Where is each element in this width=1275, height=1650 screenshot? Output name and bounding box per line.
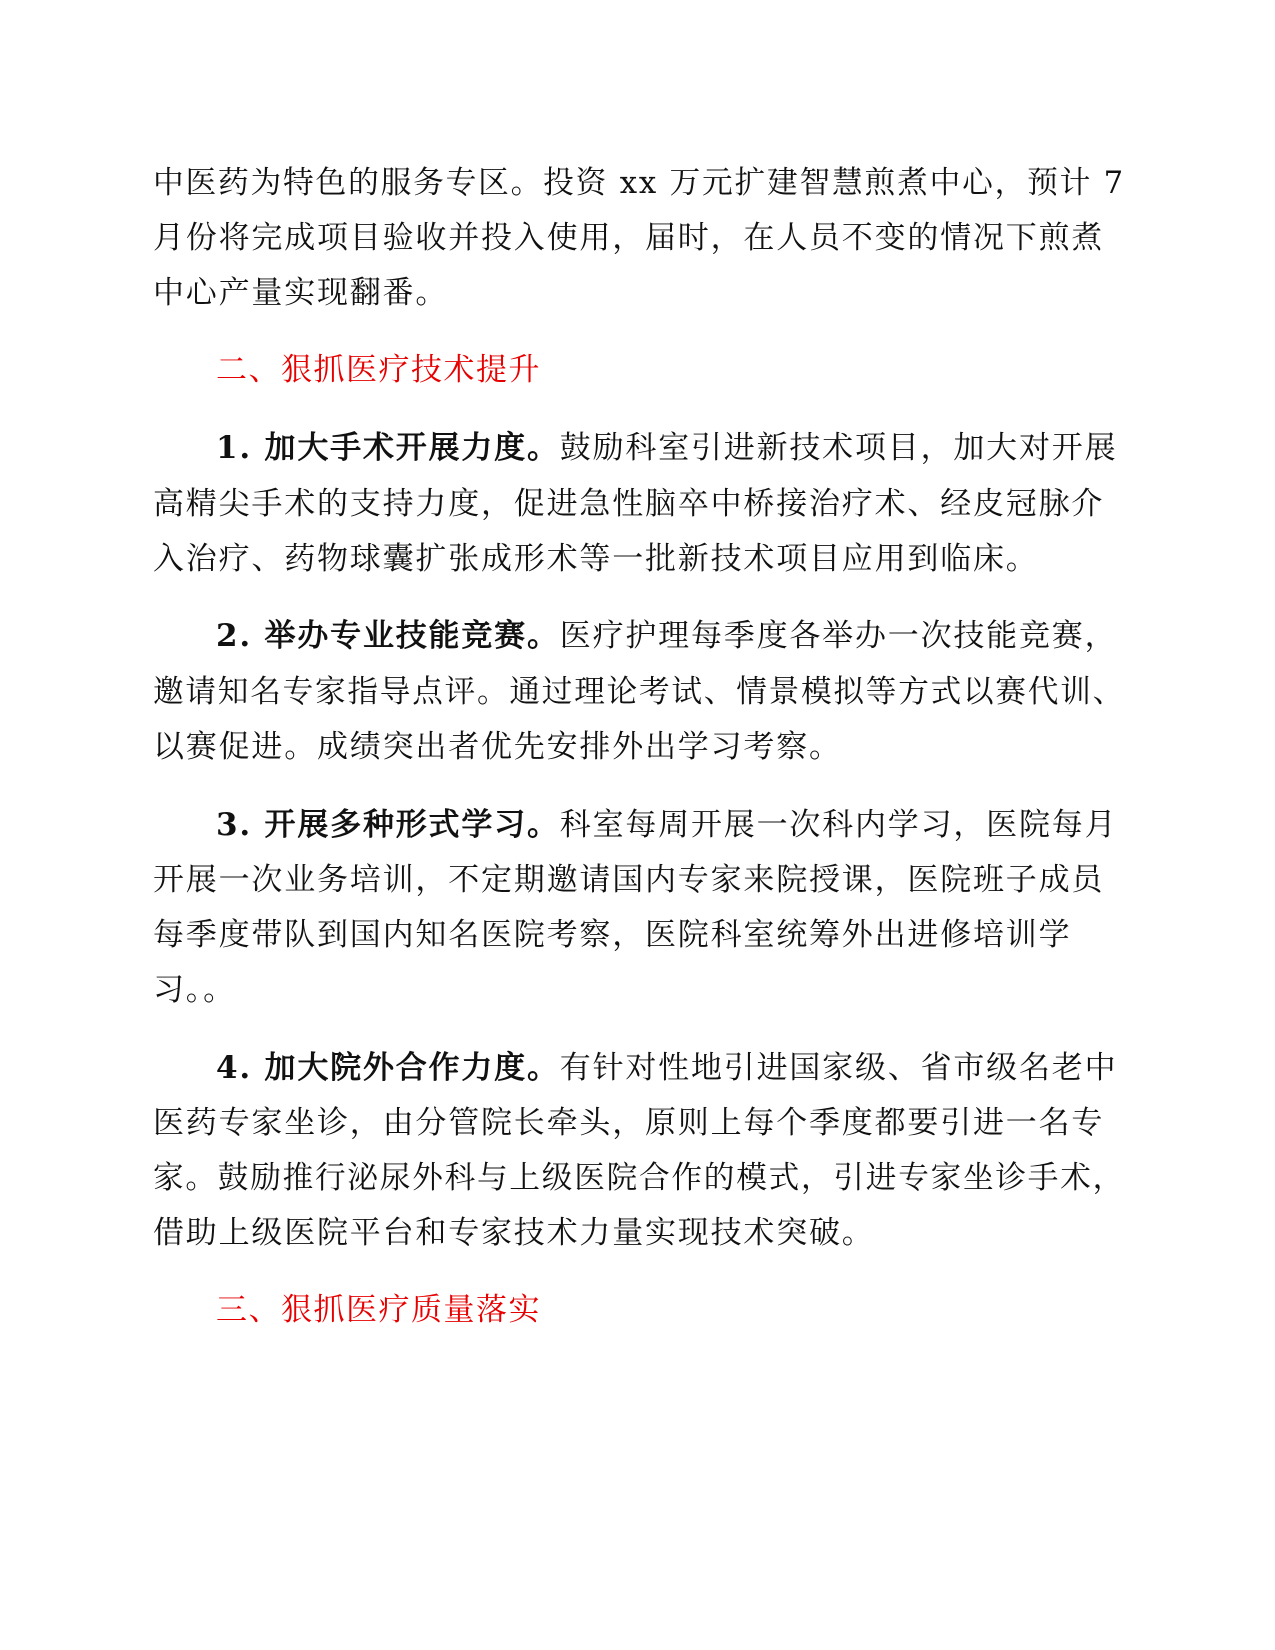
item-3-line-3: 每季度带队到国内知名医院考察，医院科室统筹外出进修培训学: [153, 917, 1072, 953]
intro-line-3: 中心产量实现翻番。: [153, 275, 449, 311]
intro-line-2: 月份将完成项目验收并投入使用，届时，在人员不变的情况下煎煮: [153, 220, 1105, 256]
item-3-line-4: 习。。: [153, 972, 236, 1008]
section-heading-3: 三、狠抓医疗质量落实: [216, 1292, 541, 1328]
item-1-line-2: 高精尖手术的支持力度，促进急性脑卒中桥接治疗术、经皮冠脉介: [153, 486, 1105, 522]
item-1-title: 1. 加大手术开展力度。: [216, 430, 560, 466]
item-2-line-2: 邀请知名专家指导点评。通过理论考试、情景模拟等方式以赛代训、: [153, 674, 1125, 710]
item-2-line-3: 以赛促进。成绩突出者优先安排外出学习考察。: [153, 729, 842, 765]
item-4-line-4: 借助上级医院平台和专家技术力量实现技术突破。: [153, 1215, 875, 1251]
item-3-first-line: [216, 805, 1117, 845]
item-3-line-2: 开展一次业务培训，不定期邀请国内专家来院授课，医院班子成员: [153, 862, 1105, 898]
item-4-title: 4. 加大院外合作力度。: [216, 1050, 560, 1086]
item-2-first-text: 医疗护理每季度各举办一次技能竞赛，: [559, 618, 1118, 654]
item-3-title: 3. 开展多种形式学习。: [216, 807, 560, 843]
item-3-first-text: 科室每周开展一次科内学习，医院每月: [559, 807, 1118, 843]
item-1-first-line: [216, 428, 1117, 468]
item-2-first-line: [216, 616, 1117, 656]
item-1-first-text: 鼓励科室引进新技术项目，加大对开展: [559, 430, 1118, 466]
item-4-first-line: [216, 1048, 1117, 1088]
item-4-line-2: 医药专家坐诊，由分管院长牵头，原则上每个季度都要引进一名专: [153, 1105, 1105, 1141]
item-4-first-text: 有针对性地引进国家级、省市级名老中: [559, 1050, 1118, 1086]
item-2-title: 2. 举办专业技能竞赛。: [216, 618, 560, 654]
item-1-line-3: 入治疗、药物球囊扩张成形术等一批新技术项目应用到临床。: [153, 541, 1039, 577]
intro-line-1: 中医药为特色的服务专区。投资 xx 万元扩建智慧煎煮中心，预计 7: [153, 165, 1126, 201]
section-heading-2: 二、狠抓医疗技术提升: [216, 352, 541, 388]
item-4-line-3: 家。鼓励推行泌尿外科与上级医院合作的模式，引进专家坐诊手术，: [153, 1160, 1125, 1196]
